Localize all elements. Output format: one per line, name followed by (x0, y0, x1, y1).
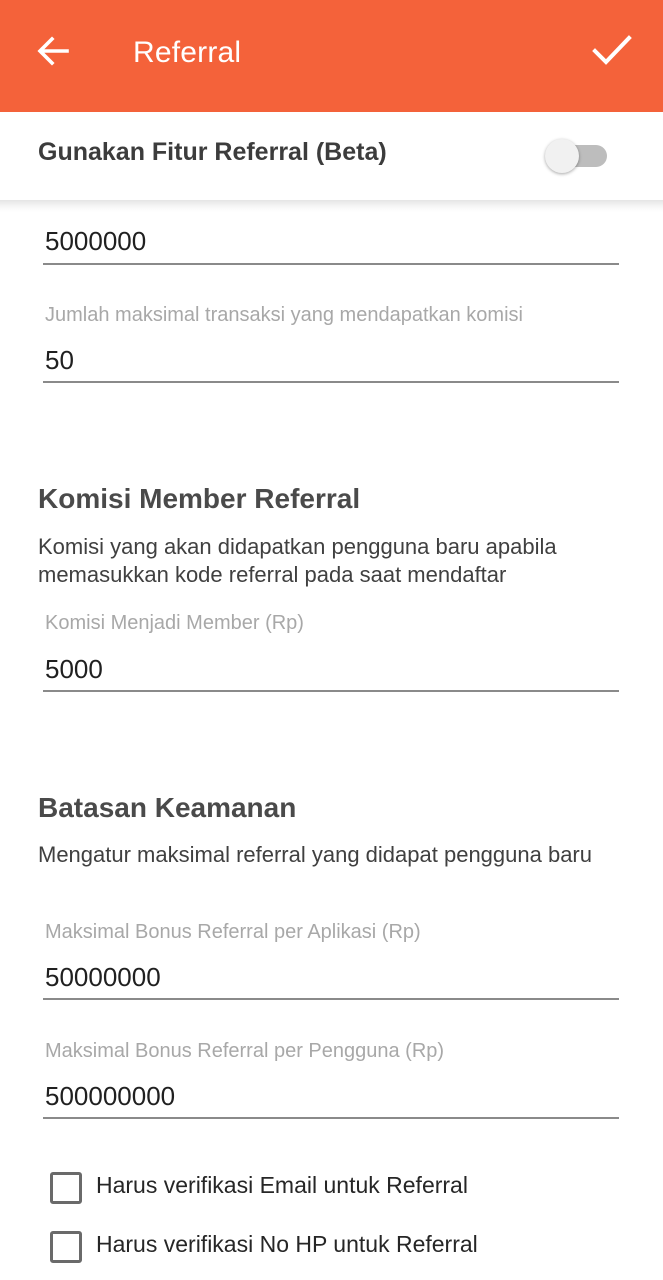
max-bonus-user-label: Maksimal Bonus Referral per Pengguna (Rp) (45, 1040, 445, 1062)
switch-thumb (545, 139, 579, 173)
member-commission-title: Komisi Member Referral (38, 483, 361, 514)
verify-phone-checkbox[interactable] (50, 1231, 82, 1263)
verify-email-checkbox-row[interactable] (48, 1170, 628, 1206)
referral-feature-label: Gunakan Fitur Referral (Beta) (38, 138, 387, 166)
max-bonus-app-field[interactable]: 50000000 (45, 962, 161, 992)
verify-phone-label: Harus verifikasi No HP untuk Referral (96, 1231, 478, 1257)
field-underline (43, 690, 619, 692)
verify-email-label: Harus verifikasi Email untuk Referral (96, 1172, 468, 1198)
app-bar (0, 0, 663, 112)
page-title: Referral (133, 36, 242, 69)
max-transactions-field[interactable]: 50 (45, 345, 74, 375)
member-commission-field[interactable]: 5000 (45, 654, 103, 684)
field-underline (43, 381, 619, 383)
member-commission-description: Komisi yang akan didapatkan pengguna baru apabila memasukkan kode referral pada saat mendaftar (38, 534, 557, 587)
commission-value-field[interactable]: 5000000 (45, 226, 147, 256)
security-title: Batasan Keamanan (38, 792, 297, 823)
max-bonus-user-field[interactable]: 500000000 (45, 1081, 176, 1111)
max-bonus-app-label: Maksimal Bonus Referral per Aplikasi (Rp) (45, 921, 421, 943)
field-underline (43, 263, 619, 265)
verify-email-checkbox[interactable] (50, 1172, 82, 1204)
divider (0, 200, 663, 212)
member-commission-label: Komisi Menjadi Member (Rp) (45, 612, 304, 634)
verify-phone-checkbox-row[interactable] (48, 1229, 628, 1265)
arrow-left-icon[interactable] (36, 34, 70, 68)
referral-feature-switch[interactable] (545, 137, 609, 177)
field-underline (43, 1117, 619, 1119)
check-icon[interactable] (592, 32, 632, 68)
max-transactions-label: Jumlah maksimal transaksi yang mendapatkan komisi (45, 304, 523, 326)
security-description: Mengatur maksimal referral yang didapat pengguna baru (38, 842, 592, 867)
field-underline (43, 998, 619, 1000)
